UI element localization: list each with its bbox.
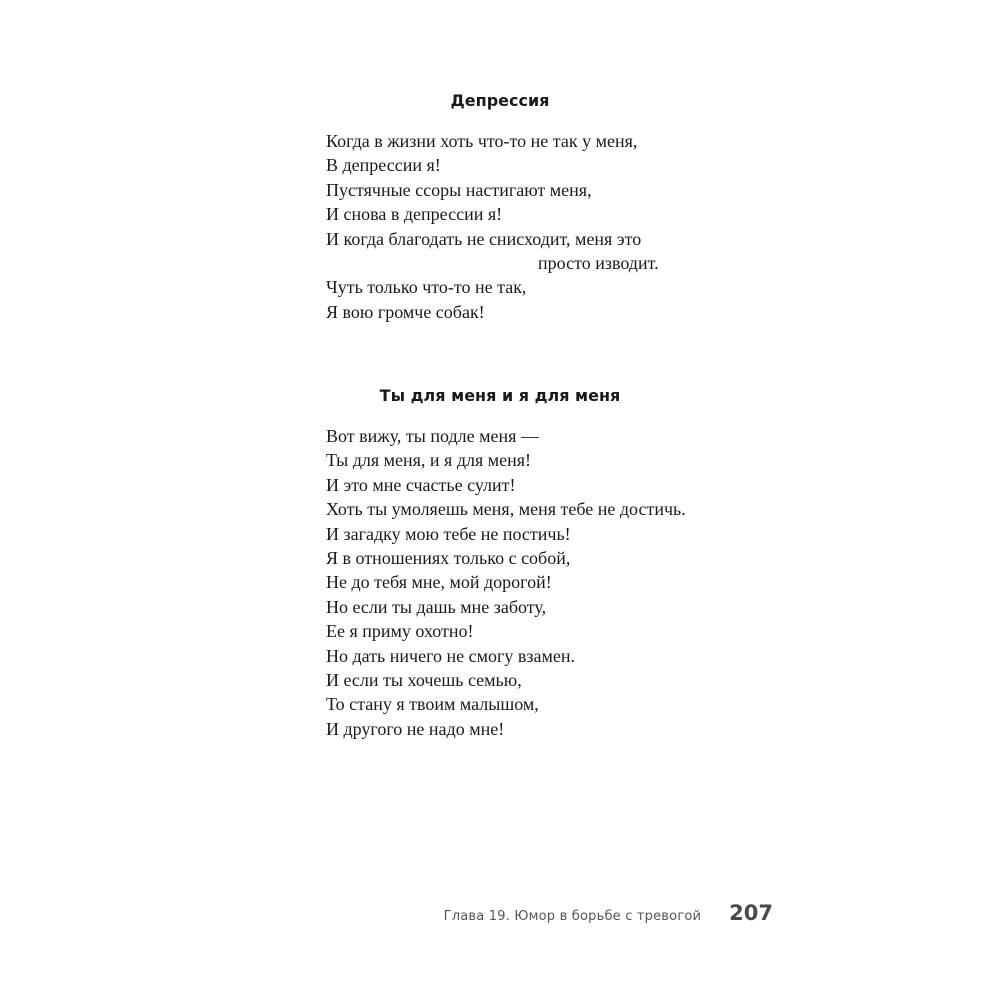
poem-line: Когда в жизни хоть что-то не так у меня,	[326, 131, 638, 151]
poem-line: Вот вижу, ты подле меня —	[326, 426, 539, 446]
poem-line: То стану я твоим малышом,	[326, 694, 539, 715]
poem-line: Чуть только что-то не так,	[326, 277, 527, 298]
poem-body-you-for-me	[326, 424, 686, 741]
running-head: Глава 19. Юмор в борьбе с тревогой	[443, 909, 702, 924]
page-footer	[444, 901, 773, 925]
poem-title-you-for-me: Ты для меня и я для меня	[379, 386, 621, 405]
poem-line: И если ты хочешь семью,	[326, 670, 522, 691]
poem-line: В депрессии я!	[326, 155, 441, 176]
poem-line: Но если ты дашь мне заботу,	[326, 596, 547, 617]
poem-line: Ты для меня, и я для меня!	[326, 450, 532, 471]
poem-line: Но дать ничего не смогу взамен.	[326, 645, 575, 666]
poem-line: И загадку мою тебе не постичь!	[326, 523, 571, 544]
poem-line: Я вою громче собак!	[326, 301, 485, 322]
poem-line: Ее я приму охотно!	[326, 621, 474, 642]
page-number: 207	[729, 901, 773, 925]
poem-line: Не до тебя мне, мой дорогой!	[326, 572, 552, 593]
poem-line: И другого не надо мне!	[326, 718, 505, 739]
poem-line: Хоть ты умоляешь меня, меня тебе не достичь.	[326, 499, 686, 520]
poem-line: Я в отношениях только с собой,	[326, 548, 571, 569]
poem-title-depression: Депрессия	[450, 91, 550, 110]
poem-body-depression	[326, 129, 659, 324]
poem-line: И снова в депрессии я!	[326, 204, 503, 225]
poem-line: И это мне счастье сулит!	[326, 474, 516, 495]
poem-line: И когда благодать не снисходит, меня это	[326, 228, 642, 249]
poem-line-continuation: просто изводит.	[538, 253, 659, 274]
poem-line: Пустячные ссоры настигают меня,	[326, 179, 592, 200]
